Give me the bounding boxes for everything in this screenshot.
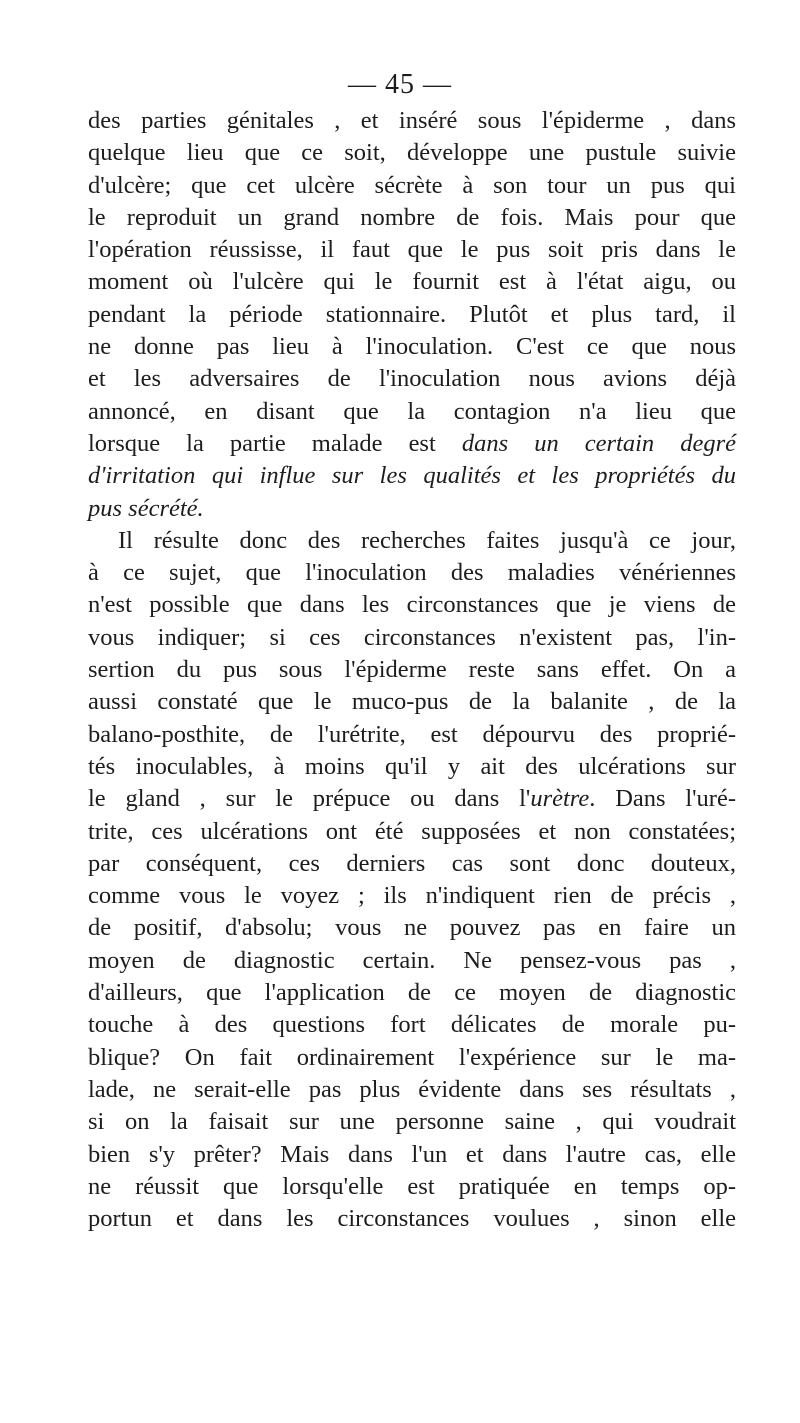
line-text: aussi constaté que le muco-pus de la balanite , de la bbox=[88, 688, 736, 716]
line-text: balano-posthite, de l'urétrite, est dépourvu des proprié- bbox=[88, 720, 736, 748]
text-line bbox=[88, 1074, 736, 1106]
line-text: Il résulte donc des recherches faites jusqu'à ce jour, bbox=[118, 526, 736, 554]
text-line bbox=[88, 751, 736, 783]
text-line bbox=[88, 137, 736, 169]
line-text: bien s'y prêter? Mais dans l'un et dans l'autre cas, elle bbox=[88, 1140, 736, 1168]
line-text: d'ulcère; que cet ulcère sécrète à son tour un pus qui bbox=[88, 171, 736, 199]
text-line bbox=[88, 945, 736, 977]
text-line bbox=[88, 912, 736, 944]
text-line bbox=[88, 1009, 736, 1041]
line-text: le gland , sur le prépuce ou dans l' bbox=[88, 785, 531, 813]
text-line bbox=[88, 363, 736, 395]
line-text: le reproduit un grand nombre de fois. Mais pour que bbox=[88, 203, 736, 231]
line-text: de positif, d'absolu; vous ne pouvez pas en faire un bbox=[88, 914, 736, 942]
line-text: moment où l'ulcère qui le fournit est à l'état aigu, ou bbox=[88, 268, 736, 296]
line-text: touche à des questions fort délicates de morale pu- bbox=[88, 1011, 736, 1039]
text-line bbox=[88, 977, 736, 1009]
text-line bbox=[88, 170, 736, 202]
line-text: lorsque la partie malade est bbox=[88, 429, 462, 457]
text-line bbox=[88, 880, 736, 912]
line-text: sertion du pus sous l'épiderme reste sans effet. On a bbox=[88, 656, 736, 684]
text-line bbox=[88, 1139, 736, 1171]
text-line bbox=[88, 525, 736, 557]
text-line bbox=[88, 686, 736, 718]
text-line bbox=[88, 719, 736, 751]
line-text: à ce sujet, que l'inoculation des maladies vénériennes bbox=[88, 559, 736, 587]
line-text: comme vous le voyez ; ils n'indiquent rien de précis , bbox=[88, 882, 736, 910]
text-line bbox=[88, 1203, 736, 1235]
text-line bbox=[88, 493, 736, 525]
text-line bbox=[88, 234, 736, 266]
line-text: ne réussit que lorsqu'elle est pratiquée en temps op- bbox=[88, 1172, 736, 1200]
text-line bbox=[88, 202, 736, 234]
text-line bbox=[88, 783, 736, 815]
line-text: . Dans l'uré- bbox=[589, 785, 736, 813]
italic-text: urètre bbox=[530, 785, 590, 813]
line-text: et les adversaires de l'inoculation nous avions déjà bbox=[88, 365, 736, 393]
line-text: trite, ces ulcérations ont été supposées et non constatées; bbox=[88, 817, 736, 845]
italic-text: pus sécrété. bbox=[88, 494, 204, 522]
line-text: tés inoculables, à moins qu'il y ait des ulcérations sur bbox=[88, 752, 736, 780]
line-text: l'opération réussisse, il faut que le pus soit pris dans le bbox=[88, 236, 736, 264]
text-line bbox=[88, 331, 736, 363]
line-text: par conséquent, ces derniers cas sont donc douteux, bbox=[88, 849, 736, 877]
line-text: des parties génitales , et inséré sous l'épiderme , dans bbox=[88, 107, 736, 134]
line-text: annoncé, en disant que la contagion n'a lieu que bbox=[88, 397, 736, 425]
text-line bbox=[88, 266, 736, 298]
text-line bbox=[88, 105, 736, 137]
line-text: moyen de diagnostic certain. Ne pensez-vous pas , bbox=[88, 946, 736, 974]
line-text: blique? On fait ordinairement l'expérience sur le ma- bbox=[88, 1043, 736, 1071]
italic-text: d'irritation qui influe sur les qualités et les propriétés du bbox=[88, 462, 736, 490]
text-line bbox=[88, 557, 736, 589]
text-line bbox=[88, 816, 736, 848]
text-line bbox=[88, 848, 736, 880]
line-text: lade, ne serait-elle pas plus évidente dans ses résultats , bbox=[88, 1075, 736, 1103]
line-text: ne donne pas lieu à l'inoculation. C'est ce que nous bbox=[88, 333, 736, 361]
text-line bbox=[88, 460, 736, 492]
text-line bbox=[88, 654, 736, 686]
line-text: pendant la période stationnaire. Plutôt et plus tard, il bbox=[88, 300, 736, 328]
italic-text: dans un certain degré bbox=[461, 429, 736, 457]
line-text: si on la faisait sur une personne saine , qui voudrait bbox=[88, 1108, 736, 1136]
line-text: n'est possible que dans les circonstances que je viens de bbox=[88, 591, 736, 619]
text-line bbox=[88, 1042, 736, 1074]
text-line bbox=[88, 428, 736, 460]
line-text: portun et dans les circonstances voulues , sinon elle bbox=[88, 1205, 736, 1233]
text-line bbox=[88, 299, 736, 331]
page-number: — 45 — bbox=[348, 69, 452, 100]
line-text: vous indiquer; si ces circonstances n'existent pas, l'in- bbox=[88, 623, 736, 651]
text-line bbox=[88, 589, 736, 621]
text-line bbox=[88, 622, 736, 654]
text-line bbox=[88, 1106, 736, 1138]
body-text bbox=[88, 105, 736, 1235]
text-line bbox=[88, 1171, 736, 1203]
text-line bbox=[88, 396, 736, 428]
line-text: quelque lieu que ce soit, développe une pustule suivie bbox=[88, 139, 736, 167]
line-text: d'ailleurs, que l'application de ce moyen de diagnostic bbox=[88, 979, 736, 1007]
